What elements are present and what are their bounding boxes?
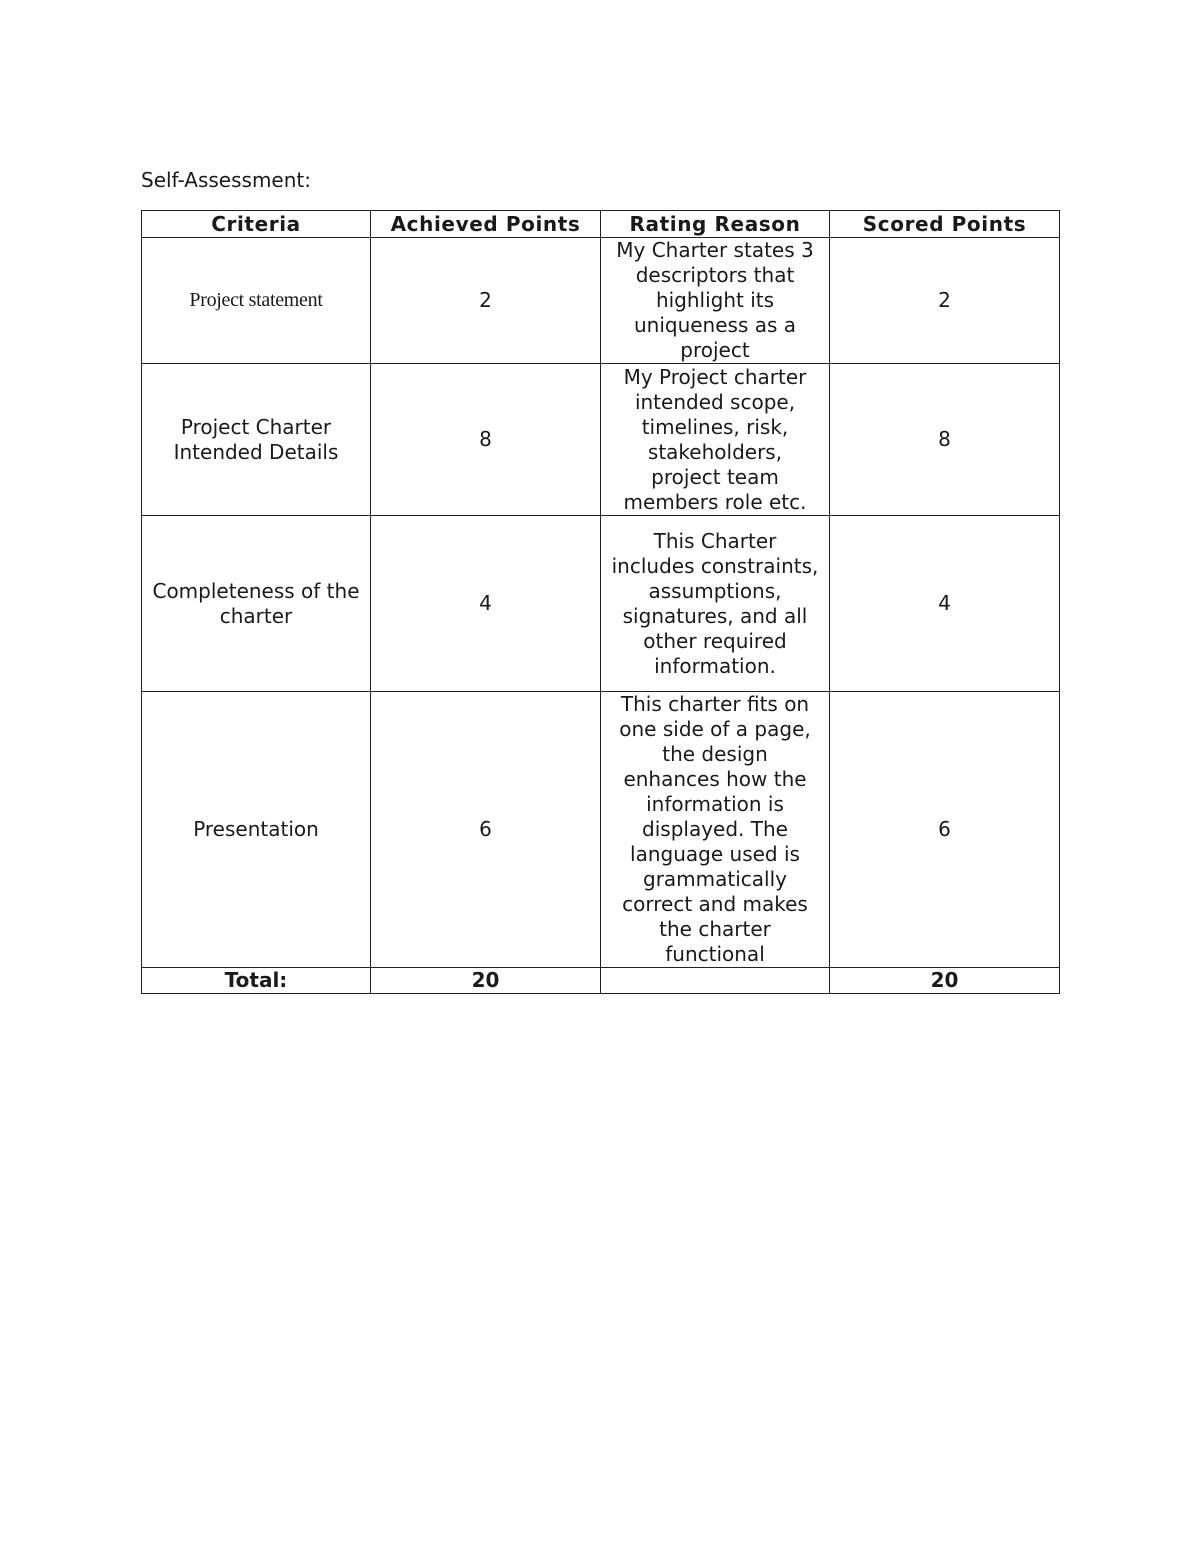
page-title: Self-Assessment:	[141, 168, 311, 192]
table-row	[142, 692, 1060, 968]
total-achieved-points: 20	[371, 968, 601, 994]
rating-reason-cell: This Charter includes constraints, assumptions, signatures, and all other required information.	[601, 516, 830, 692]
table-row	[142, 238, 1060, 364]
achieved-points-cell: 4	[371, 516, 601, 692]
achieved-points-cell: 2	[371, 238, 601, 364]
header-scored-points: Scored Points	[830, 211, 1060, 238]
table-header-row	[142, 211, 1060, 238]
criteria-cell: Project statement	[142, 238, 371, 364]
table-row	[142, 364, 1060, 516]
scored-points-cell: 6	[830, 692, 1060, 968]
criteria-cell: Completeness of the charter	[142, 516, 371, 692]
rating-reason-cell: My Charter states 3 descriptors that highlight its uniqueness as a project	[601, 238, 830, 364]
rating-reason-cell: This charter fits on one side of a page, the design enhances how the information is displayed. The language used is grammatically correct and makes the charter functional	[601, 692, 830, 968]
scored-points-cell: 8	[830, 364, 1060, 516]
header-achieved-points: Achieved Points	[371, 211, 601, 238]
scored-points-cell: 4	[830, 516, 1060, 692]
total-label: Total:	[142, 968, 371, 994]
achieved-points-cell: 8	[371, 364, 601, 516]
total-scored-points: 20	[830, 968, 1060, 994]
achieved-points-cell: 6	[371, 692, 601, 968]
self-assessment-table	[141, 210, 1060, 994]
total-row	[142, 968, 1060, 994]
header-criteria: Criteria	[142, 211, 371, 238]
rating-reason-cell: My Project charter intended scope, timelines, risk, stakeholders, project team members role etc.	[601, 364, 830, 516]
header-rating-reason: Rating Reason	[601, 211, 830, 238]
total-rating-reason	[601, 968, 830, 994]
criteria-cell: Project Charter Intended Details	[142, 364, 371, 516]
scored-points-cell: 2	[830, 238, 1060, 364]
table-row	[142, 516, 1060, 692]
criteria-cell: Presentation	[142, 692, 371, 968]
